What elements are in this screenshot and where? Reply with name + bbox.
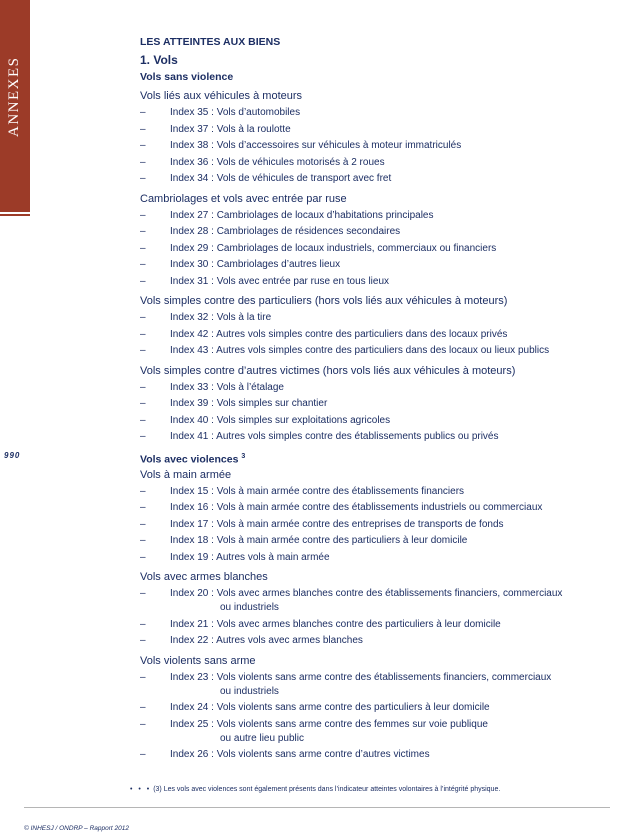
page-number: 990 [4,451,21,460]
list-item [140,617,610,634]
item-text: Index 34 : Vols de véhicules de transport avec fret [170,173,392,184]
list-item [140,396,610,413]
group-heading: Vols violents sans arme [140,654,256,667]
item-text: Index 16 : Vols à main armée contre des établissements industriels ou commerciaux [170,502,543,513]
list-item [140,224,610,241]
bullet-dash: – [140,381,146,393]
bullet-dash: – [140,312,146,323]
list-item [140,517,610,534]
item-text: Index 32 : Vols à la tire [170,312,272,323]
item-text: Index 20 : Vols avec armes blanches contre des établissements financiers, commerciaux [170,588,563,599]
item-text: Index 24 : Vols violents sans arme contre des particuliers à leur domicile [170,702,490,713]
group-heading: Vols liés aux véhicules à moteurs [140,90,303,102]
side-tab-divider [0,214,30,216]
item-text: Index 21 : Vols avec armes blanches contre des particuliers à leur domicile [170,618,501,630]
bullet-dash: – [140,328,146,340]
footnote [130,786,610,793]
footer-rule [24,807,610,808]
bullet-dash: – [140,226,146,237]
group-heading: Cambriolages et vols avec entrée par ruse [140,192,347,205]
section-title: LES ATTEINTES AUX BIENS [140,36,281,48]
item-text: Index 17 : Vols à main armée contre des entreprises de transports de fonds [170,518,504,530]
item-text: Index 37 : Vols à la roulotte [170,123,291,135]
list-item [140,241,610,258]
item-text: Index 35 : Vols d’automobiles [170,107,301,118]
list-item [140,155,610,172]
heading-without-violence: Vols sans violence [140,71,234,83]
bullet-dash: – [140,431,146,442]
list-item [140,586,610,617]
list-item [140,171,610,188]
bullet-dash: – [140,718,146,730]
group-heading: Vols à main armée [140,468,232,481]
bullet-dash: – [140,209,146,221]
bullet-dash: – [140,702,146,713]
footnote-ref: 3 [241,452,246,460]
list-item [140,138,610,155]
item-text: Index 30 : Cambriolages d’autres lieux [170,259,341,270]
list-item [140,700,610,717]
item-text: Index 31 : Vols avec entrée par ruse en tous lieux [170,275,390,287]
item-text: Index 18 : Vols à main armée contre des particuliers à leur domicile [170,535,468,546]
list-item [140,274,610,291]
bullet-dash: – [140,242,146,254]
list-item [140,429,610,446]
list-item [140,484,610,501]
group-heading: Vols simples contre d’autres victimes (hors vols liés aux véhicules à moteurs) [140,364,516,377]
bullet-dash: – [140,588,146,599]
list-item [140,633,610,650]
list-item [140,717,610,748]
item-text: Index 42 : Autres vols simples contre des particuliers dans des locaux privés [170,328,508,340]
item-text: Index 26 : Vols violents sans arme contre d’autres victimes [170,749,430,760]
list-item [140,310,610,327]
bullet-dash: – [140,518,146,530]
bullet-dash: – [140,140,146,151]
group-heading: Vols simples contre des particuliers (hors vols liés aux véhicules à moteurs) [140,295,508,307]
item-text: Index 36 : Vols de véhicules motorisés à 2 roues [170,156,385,168]
list-item [140,122,610,139]
bullet-dash: – [140,107,146,118]
index-list [140,310,610,360]
bullet-dash: – [140,618,146,630]
bullet-dash: – [140,398,146,409]
index-list [140,380,610,446]
index-list [140,208,610,291]
bullet-dash: – [140,414,146,426]
item-text: Index 41 : Autres vols simples contre des établissements publics ou privés [170,431,499,442]
list-item [140,670,610,701]
item-text-continued: ou industriels [220,685,279,697]
heading-with-violence [140,450,610,463]
footer-credit: © INHESJ / ONDRP – Rapport 2012 [24,825,129,832]
bullet-dash: – [140,671,146,683]
list-item [140,413,610,430]
item-text: Index 38 : Vols d’accessoires sur véhicules à moteur immatriculés [170,140,462,151]
list-item [140,327,610,344]
list-item [140,747,610,764]
index-list [140,586,610,650]
without-violence-groups [140,89,610,446]
list-item [140,257,610,274]
list-item [140,533,610,550]
item-text: Index 22 : Autres vols avec armes blanches [170,635,363,646]
footnote-text: (3) Les vols avec violences sont également présents dans l’indicateur atteintes volontaires à l’intégrité physique. [153,786,501,793]
list-item [140,105,610,122]
index-list [140,105,610,188]
bullet-dash: – [140,275,146,287]
bullet-dash: – [140,535,146,546]
item-text: Index 27 : Cambriolages de locaux d’habitations principales [170,209,434,221]
item-text: Index 40 : Vols simples sur exploitations agricoles [170,414,391,426]
bullet-dash: – [140,502,146,513]
with-violence-groups [140,468,610,764]
item-text: Index 23 : Vols violents sans arme contre des établissements financiers, commerciaux [170,671,552,683]
list-item [140,380,610,397]
item-text-continued: ou autre lieu public [220,732,304,744]
bullet-dash: – [140,635,146,646]
item-text: Index 33 : Vols à l’étalage [170,381,284,393]
list-item [140,343,610,360]
index-list [140,670,610,764]
group-heading: Vols avec armes blanches [140,571,268,583]
item-text: Index 25 : Vols violents sans arme contre des femmes sur voie publique [170,718,488,730]
annexes-side-tab [0,0,30,212]
bullet-dash: – [140,345,146,356]
footnote-bullets: • • • [130,786,152,793]
annexes-label: ANNEXES [6,56,22,137]
index-list [140,484,610,567]
item-text: Index 39 : Vols simples sur chantier [170,398,328,409]
with-violence-title: Vols avec violences [140,453,239,465]
list-item [140,208,610,225]
list-item [140,550,610,567]
item-text: Index 19 : Autres vols à main armée [170,551,330,563]
item-text: Index 15 : Vols à main armée contre des établissements financiers [170,485,465,497]
bullet-dash: – [140,156,146,168]
item-text: Index 43 : Autres vols simples contre des particuliers dans des locaux ou lieux publics [170,345,550,356]
bullet-dash: – [140,485,146,497]
item-text: Index 28 : Cambriolages de résidences secondaires [170,226,401,237]
bullet-dash: – [140,173,146,184]
item-text: Index 29 : Cambriolages de locaux industriels, commerciaux ou financiers [170,242,497,254]
bullet-dash: – [140,749,146,760]
bullet-dash: – [140,259,146,270]
bullet-dash: – [140,551,146,563]
list-item [140,500,610,517]
bullet-dash: – [140,123,146,135]
main-content [140,36,610,768]
heading-vols: 1. Vols [140,53,178,67]
item-text-continued: ou industriels [220,602,279,613]
